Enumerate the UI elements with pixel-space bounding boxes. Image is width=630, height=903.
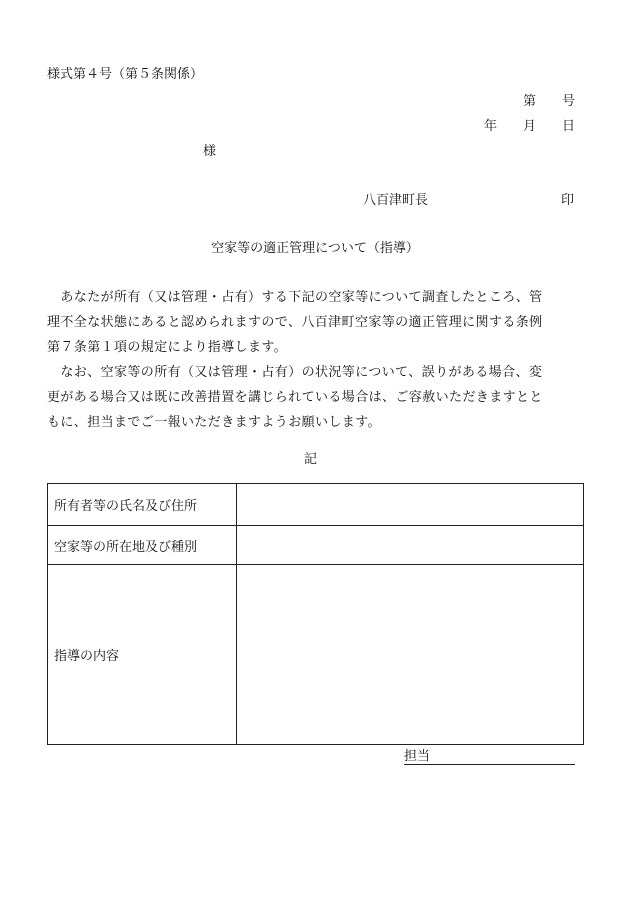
- tanto-label: 担当: [404, 749, 431, 764]
- body-line: 理不全な状態にあると認められますので、八百津町空家等の適正管理に関する条例: [47, 315, 543, 330]
- row-label-owner: 所有者等の氏名及び住所: [48, 484, 237, 526]
- detail-table: [47, 483, 584, 745]
- row-label-guidance: 指導の内容: [48, 565, 237, 745]
- body-line: あなたが所有（又は管理・占有）する下記の空家等について調査したところ、管: [47, 290, 543, 305]
- table-row: [48, 484, 584, 526]
- seal-mark: 印: [561, 193, 575, 208]
- body-line: もに、担当までご一報いただきますようお願いします。: [47, 415, 381, 430]
- document-title: 空家等の適正管理について（指導）: [211, 241, 419, 256]
- tanto-underline: [404, 764, 575, 765]
- body-line: 第７条第１項の規定により指導します。: [47, 340, 288, 355]
- date-line: 年 月 日: [483, 119, 575, 134]
- sender-name: 八百津町長: [363, 193, 429, 208]
- addressee-suffix: 様: [203, 144, 217, 159]
- row-value-owner[interactable]: [237, 484, 584, 526]
- table-row: [48, 526, 584, 565]
- row-value-location[interactable]: [237, 526, 584, 565]
- body-line: なお、空家等の所有（又は管理・占有）の状況等について、誤りがある場合、変: [47, 365, 543, 380]
- table-row: [48, 565, 584, 745]
- ki-heading: 記: [304, 452, 318, 467]
- form-number: 様式第４号（第５条関係）: [47, 67, 204, 82]
- document-number: 第 号: [522, 94, 575, 109]
- body-line: 更がある場合又は既に改善措置を講じられている場合は、ご容赦いただきますとと: [47, 390, 543, 405]
- row-value-guidance[interactable]: [237, 565, 584, 745]
- body-paragraph-1: [47, 285, 577, 360]
- body-paragraph-2: [47, 360, 577, 435]
- row-label-location: 空家等の所在地及び種別: [48, 526, 237, 565]
